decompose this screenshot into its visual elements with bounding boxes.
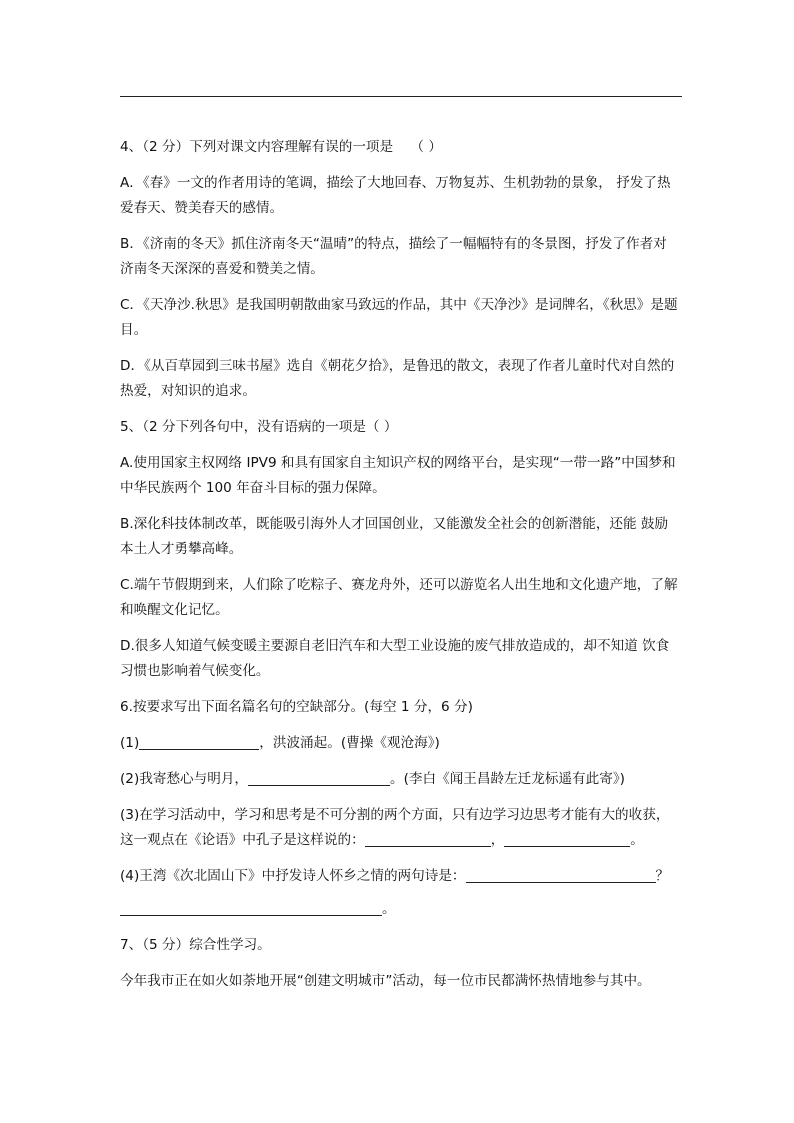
q6-item1-suffix: ，洪波涌起。(曹操《观沧海》) (259, 735, 440, 751)
q6-item3-text: (3)在学习活动中，学习和思考是不可分割的两个方面，只有边学习边思考才能有大的收获，这一观点在《论语》中孔子是这样说的： (120, 807, 670, 848)
q6-stem: 6.按要求写出下面名篇名句的空缺部分。(每空 1 分，6 分) (120, 699, 473, 715)
q6-item-4 (120, 864, 680, 922)
q6-item-2 (120, 767, 680, 792)
q4-option-b: B．《济南的冬天》抓住济南冬天“温晴”的特点，描绘了一幅幅特有的冬景图，抒发了作者对济南冬天深深的喜爱和赞美之情。 (120, 236, 667, 277)
q5-option-a: A.使用国家主权网络 IPV9 和具有国家自主知识产权的网络平台，是实现“一带一路”中国梦和中华民族两个 100 年奋斗目标的强力保障。 (120, 455, 676, 496)
q6-item4-mid: ？ (655, 868, 670, 884)
q6-item2-suffix: 。(李白《闻王昌龄左迁龙标遥有此寄》) (390, 771, 625, 787)
q6-blank-2[interactable] (248, 769, 390, 786)
q6-item1-prefix: (1) (120, 735, 140, 751)
q6-blank-4b[interactable] (120, 899, 382, 916)
q4-answer-paren: （ ） (410, 139, 442, 155)
q5-option-d: D.很多人知道气候变暖主要源自老旧汽车和大型工业设施的废气排放造成的，却不知道 饮食习惯也影响着气候变化。 (120, 638, 670, 679)
q4-option-a: A．《春》一文的作者用诗的笔调，描绘了大地回春、万物复苏、生机勃勃的景象， 抒发了热爱春天、赞美春天的感情。 (120, 175, 671, 216)
q4-option-c: C．《天净沙.秋思》是我国明朝散曲家马致远的作品，其中《天净沙》是词牌名，《秋思》是题目。 (120, 297, 678, 338)
exam-content (120, 135, 680, 1005)
q4-stem: 4、（2 分）下列对课文内容理解有误的一项是 (120, 139, 394, 155)
q6-blank-3b[interactable] (504, 830, 630, 847)
q4-option-d: D．《从百草园到三味书屋》选自《朝花夕拾》，是鲁迅的散文，表现了作者儿童时代对自然的热爱，对知识的追求。 (120, 358, 675, 399)
q6-item3-end: 。 (630, 832, 644, 848)
q6-item2-prefix: (2)我寄愁心与明月， (120, 771, 249, 787)
q7-text: 今年我市正在如火如荼地开展“创建文明城市”活动，每一位市民都满怀热情地参与其中。 (120, 973, 651, 989)
q4-stem-line (120, 135, 680, 160)
q6-item3-mid: ， (490, 832, 505, 848)
q6-blank-4a[interactable] (466, 866, 656, 883)
q6-item-3 (120, 803, 680, 853)
header-rule (120, 96, 682, 97)
q6-item4-end: 。 (382, 901, 396, 917)
q5-option-b: B.深化科技体制改革，既能吸引海外人才回国创业，又能激发全社会的创新潜能，还能 鼓励本土人才勇攀高峰。 (120, 516, 669, 557)
q6-blank-3a[interactable] (365, 830, 491, 847)
q5-option-c: C.端午节假期到来，人们除了吃粽子、赛龙舟外，还可以游览名人出生地和文化遗产地，了解和唤醒文化记忆。 (120, 577, 678, 618)
q6-item4-prefix: (4)王湾《次北固山下》中抒发诗人怀乡之情的两句诗是： (120, 868, 466, 884)
q5-stem: 5、（2 分下列各句中，没有语病的一项是（ ） (120, 419, 398, 435)
q7-stem: 7、（5 分）综合性学习。 (120, 937, 271, 953)
q6-item-1 (120, 731, 680, 756)
q6-blank-1[interactable] (139, 733, 259, 750)
